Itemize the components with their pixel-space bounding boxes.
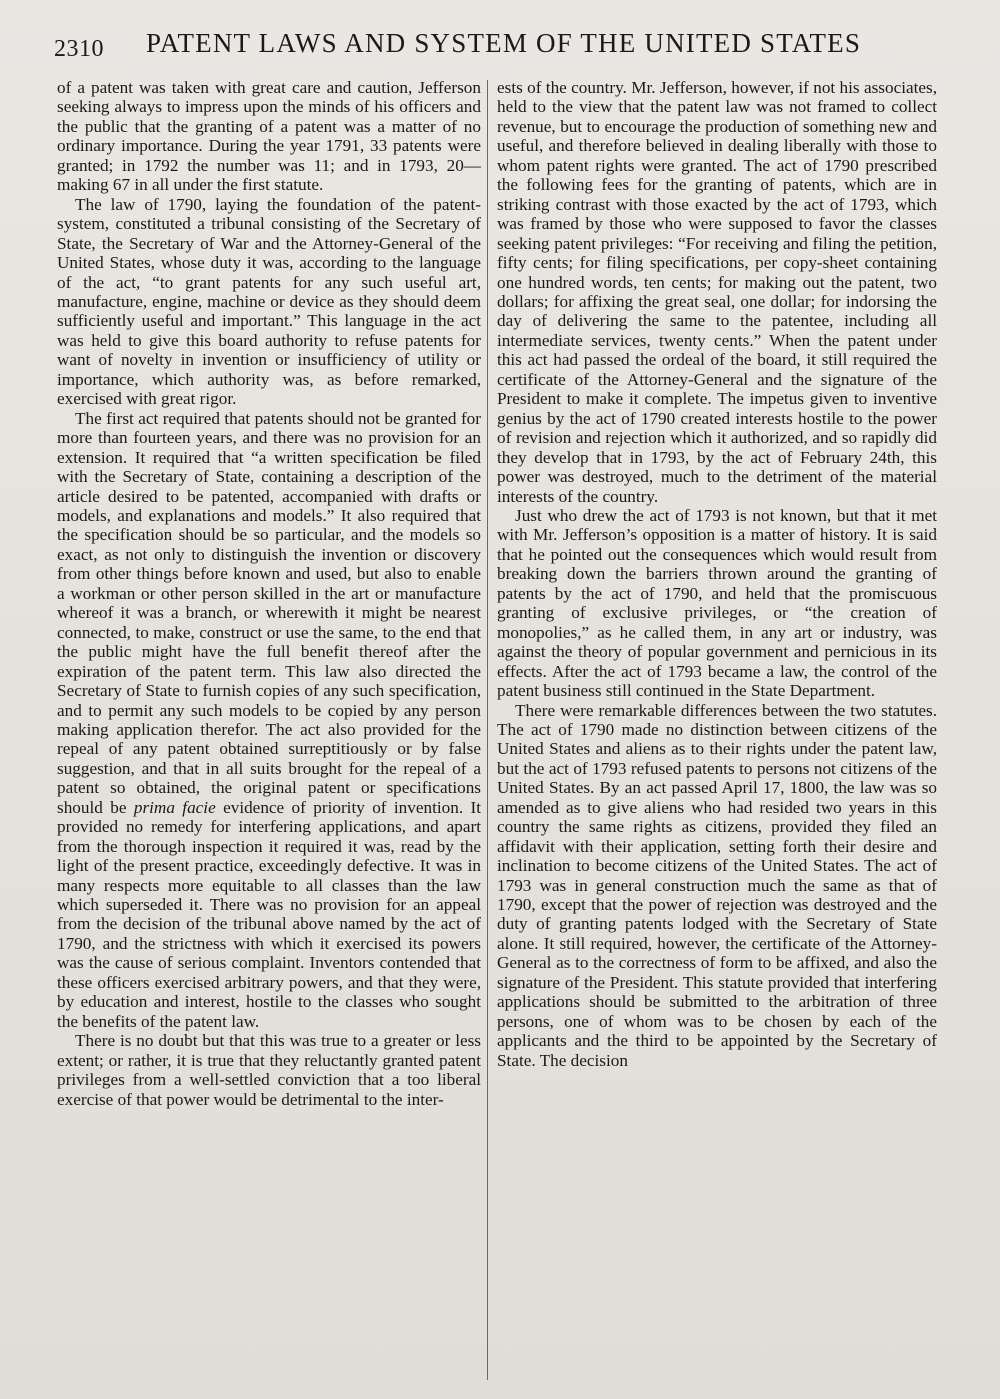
paragraph: The law of 1790, laying the foundation of the patent-system, constituted a tribunal consisting of the Secretary of State, the Secretary of War and the Attorney-General of the United States, whose duty it was, according to the language of the act, “to grant patents for any such useful art, manufacture, engine, machine or device as they should deem sufficiently useful and important.” This language in the act was held to give this board authority to refuse patents for want of novelty in invention or insufficiency of utility or importance, which authority was, as before remarked, exercised with great rigor. [57, 194, 481, 409]
paragraph: of a patent was taken with great care and caution, Jefferson seeking always to impress upon the minds of his officers and the public that the granting of a patent was a matter of no ordinary importance. During the year 1791, 33 patents were granted; in 1792 the number was 11; and in 1793, 20—making 67 in all under the first statute. [57, 78, 481, 195]
paragraph: Just who drew the act of 1793 is not known, but that it met with Mr. Jefferson’s opposition is a matter of history. It is said that he pointed out the consequences which would result from breaking down the barriers thrown around the granting of patents by the act of 1790, and held that the promiscuous granting of exclusive privileges, or “the creation of monopolies,” as he called them, in any art or industry, was against the theory of popular government and pernicious in its effects. After the act of 1793 became a law, the control of the patent business still continued in the State Department. [497, 505, 937, 701]
paragraph-text: evidence of priority of invention. It provided no remedy for interfering applications, and apart from the thorough inspection it required it was, read by the light of the present practice, exceedingly defective. It was in many respects more equitable to all classes than the law which superseded it. There was no provision for an appeal from the decision of the tribunal above named by the act of 1790, and the strictness with which it exercised its powers was the cause of serious complaint. Inventors contended that these officers exercised arbitrary powers, and that they were, by education and interest, hostile to the classes who sought the benefits of the patent law. [57, 797, 482, 1031]
paragraph: ests of the country. Mr. Jefferson, however, if not his associates, held to the view that the patent law was not framed to collect revenue, but to encourage the production of something new and useful, and therefore believed in dealing liberally with those to whom patent rights were granted. The act of 1790 prescribed the following fees for the granting of patents, which are in striking contrast with those exacted by the act of 1793, which was framed by those who were supposed to favor the classes seeking patent privileges: “For receiving and filing the petition, fifty cents; for filing specifications, per copy-sheet containing one hundred words, ten cents; for making out the patent, two dollars; for affixing the great seal, one dollar; for indorsing the day of delivering the same to the patentee, including all intermediate services, twenty cents.” When the patent under this act had passed the ordeal of the board, it still required the certificate of the Attorney-General and the signature of the President to make it complete. The impetus given to inventive genius by the act of 1790 created interests hostile to the power of revision and rejection which it authorized, and so rapidly did they develop that in 1793, by the act of February 24th, this power was destroyed, much to the detriment of the material interests of the country. [497, 78, 937, 506]
running-head: PATENT LAWS AND SYSTEM OF THE UNITED STATES [146, 28, 862, 58]
column-rule [487, 80, 488, 1380]
left-column [57, 78, 481, 1109]
paragraph: There is no doubt but that this was true to a greater or less extent; or rather, it is true that they reluctantly granted patent privileges from a well-settled conviction that a too liberal exercise of that power would be detrimental to the inter- [57, 1031, 481, 1109]
page-number: 2310 [54, 36, 104, 62]
paragraph-text: The first act required that patents should not be granted for more than fourteen years, and there was no provision for an extension. It required that “a written specification be filed with the Secretary of State, containing a description of the article desired to be patented, accompanied with drafts or models, and explanations and models.” It also required that the specification should be so particular, and the models so exact, as not only to distinguish the invention or discovery from other things before known and used, but also to enable a workman or other person skilled in the art or manufacture whereof it was a branch, or wherewith it might be nearest connected, to make, construct or use the same, to the end that the public might have the full benefit thereof after the expiration of the patent term. This law also directed the Secretary of State to furnish copies of any such specification, and to permit any such models to be copied by any person making application therefor. The act also provided for the repeal of any patent obtained surreptitiously or by false suggestion, and that in all suits brought for the repeal of a patent so obtained, the original patent or specifications should be [57, 408, 481, 817]
italic-phrase: prima facie [133, 797, 216, 817]
paragraph [57, 409, 481, 1032]
right-column [497, 78, 937, 1070]
paragraph: There were remarkable differences between the two statutes. The act of 1790 made no distinction between citizens of the United States and aliens as to their rights under the patent law, but the act of 1793 refused patents to persons not citizens of the United States. By an act passed April 17, 1800, the law was so amended as to give aliens who had resided two years in this country the same rights as citizens, provided they filed an affidavit with their application, setting forth their desire and inclination to become citizens of the United States. The act of 1793 was in general construction much the same as that of 1790, except that the power of rejection was destroyed and the duty of granting patents lodged with the Secretary of State alone. It still required, however, the certificate of the Attorney-General as to the correctness of form to be affixed, and also the signature of the President. This statute provided that interfering applications should be submitted to the arbitration of three persons, one of whom was to be chosen by each of the applicants and the third to be appointed by the Secretary of State. The decision [497, 700, 937, 1070]
page-header [54, 28, 894, 68]
